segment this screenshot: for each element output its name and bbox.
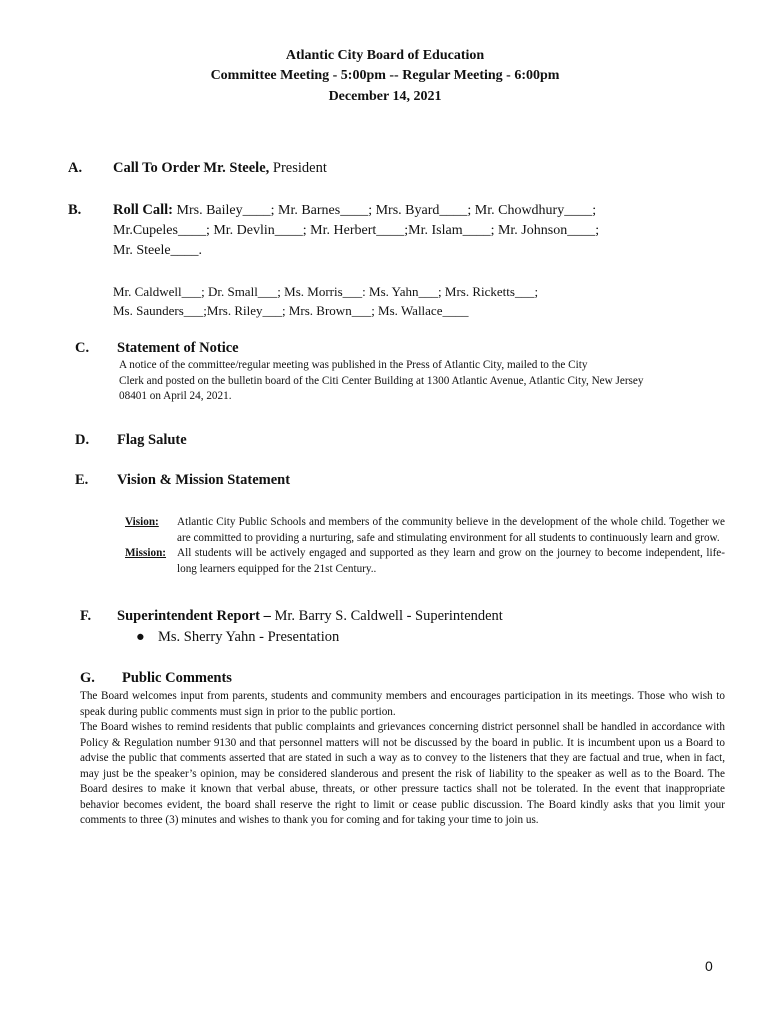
vision-text: Atlantic City Public Schools and members of the community believe in the development of the whole child. Together we are committed to providing a nurturing, safe and stimulating environment for all students to continuously learn and grow. bbox=[177, 516, 725, 544]
title-line-2: Committee Meeting - 5:00pm -- Regular Meeting - 6:00pm bbox=[210, 68, 560, 83]
section-e-letter: E. bbox=[75, 472, 89, 488]
section-d-title: Flag Salute bbox=[117, 432, 187, 448]
section-e-title: Vision & Mission Statement bbox=[117, 472, 291, 488]
presentation-item bbox=[136, 629, 339, 646]
public-comments-text bbox=[80, 689, 725, 829]
notice-line-3: 08401 on April 24, 2021. bbox=[119, 390, 232, 402]
vision-label: Vision: bbox=[125, 516, 159, 528]
vision-block bbox=[125, 515, 725, 577]
roll-call-board bbox=[113, 200, 673, 261]
section-g-title: Public Comments bbox=[122, 670, 232, 686]
section-a-heading bbox=[113, 160, 327, 177]
section-a-rest: President bbox=[269, 160, 327, 176]
mission-text: All students will be actively engaged and supported as they learn and grow on the journey to become independent, life-long learners equipped for the 21st Century.. bbox=[177, 547, 725, 575]
roll-line-1: Mrs. Bailey____; Mr. Barnes____; Mrs. Byard____; Mr. Chowdhury____; bbox=[173, 203, 597, 218]
section-a-letter: A. bbox=[68, 160, 83, 176]
section-c-title: Statement of Notice bbox=[117, 340, 239, 356]
roll-line-3: Mr. Steele____. bbox=[113, 243, 203, 258]
section-d-letter: D. bbox=[75, 432, 90, 448]
notice-line-1: A notice of the committee/regular meeting was published in the Press of Atlantic City, mailed to the City bbox=[119, 359, 588, 371]
presentation-text: Ms. Sherry Yahn - Presentation bbox=[158, 629, 340, 645]
public-comments-para-1: The Board welcomes input from parents, students and community members and encourages participation in its meetings. Those who wish to speak during public comments must sign in prior to the public portion. bbox=[80, 690, 725, 718]
bullet-icon: ● bbox=[136, 629, 145, 645]
section-c-letter: C. bbox=[75, 340, 90, 356]
roll-line-5: Ms. Saunders___;Mrs. Riley___; Mrs. Brown___; Ms. Wallace____ bbox=[113, 303, 469, 318]
page-number: 0 bbox=[705, 958, 713, 974]
roll-call-staff bbox=[113, 282, 673, 320]
section-f-letter: F. bbox=[80, 608, 92, 624]
title-line-1: Atlantic City Board of Education bbox=[285, 48, 485, 63]
meeting-date: December 14, 2021 bbox=[328, 89, 442, 104]
notice-line-2: Clerk and posted on the bulletin board of the Citi Center Building at 1300 Atlantic Avenue, Atlantic City, New Jersey bbox=[119, 374, 644, 387]
roll-line-4: Mr. Caldwell___; Dr. Small___; Ms. Morris___: Ms. Yahn___; Mrs. Ricketts___; bbox=[113, 284, 539, 299]
section-g-letter: G. bbox=[80, 670, 95, 686]
notice-text bbox=[119, 358, 719, 405]
public-comments-para-2: The Board wishes to remind residents that public complaints and grievances concerning district personnel shall be handled in accordance with Policy & Regulation number 9130 and that personnel matters will not be discussed by the board in public. It is incumbent upon us a Board to advise the public that comments asserted that are stated in such a way as to convey to the listeners that they are factual and true, when in fact, may just be the speaker’s opinion, may be considered slanderous and present the risk of liability to the speaker as well as to the Board. The Board desires to make it known that verbal abuse, threats, or other pressure tactics shall not be tolerated. In the event that inappropriate behavior becomes evident, the board shall reserve the right to limit or cease public discussion. The Board kindly asks that you limit your comments to three (3) minutes and wishes to thank you for coming and for taking your time to join us. bbox=[80, 721, 725, 826]
section-f-rest: Mr. Barry S. Caldwell - Superintendent bbox=[270, 608, 503, 624]
section-f-heading bbox=[117, 608, 503, 625]
section-f-title: Superintendent Report – bbox=[117, 608, 271, 624]
section-b-letter: B. bbox=[68, 202, 82, 218]
roll-line-2: Mr.Cupeles____; Mr. Devlin____; Mr. Herbert____;Mr. Islam____; Mr. Johnson____; bbox=[113, 223, 600, 238]
section-b-title: Roll Call: bbox=[113, 202, 174, 218]
mission-label: Mission: bbox=[125, 547, 167, 559]
section-a-title: Call To Order Mr. Steele, bbox=[113, 160, 270, 176]
